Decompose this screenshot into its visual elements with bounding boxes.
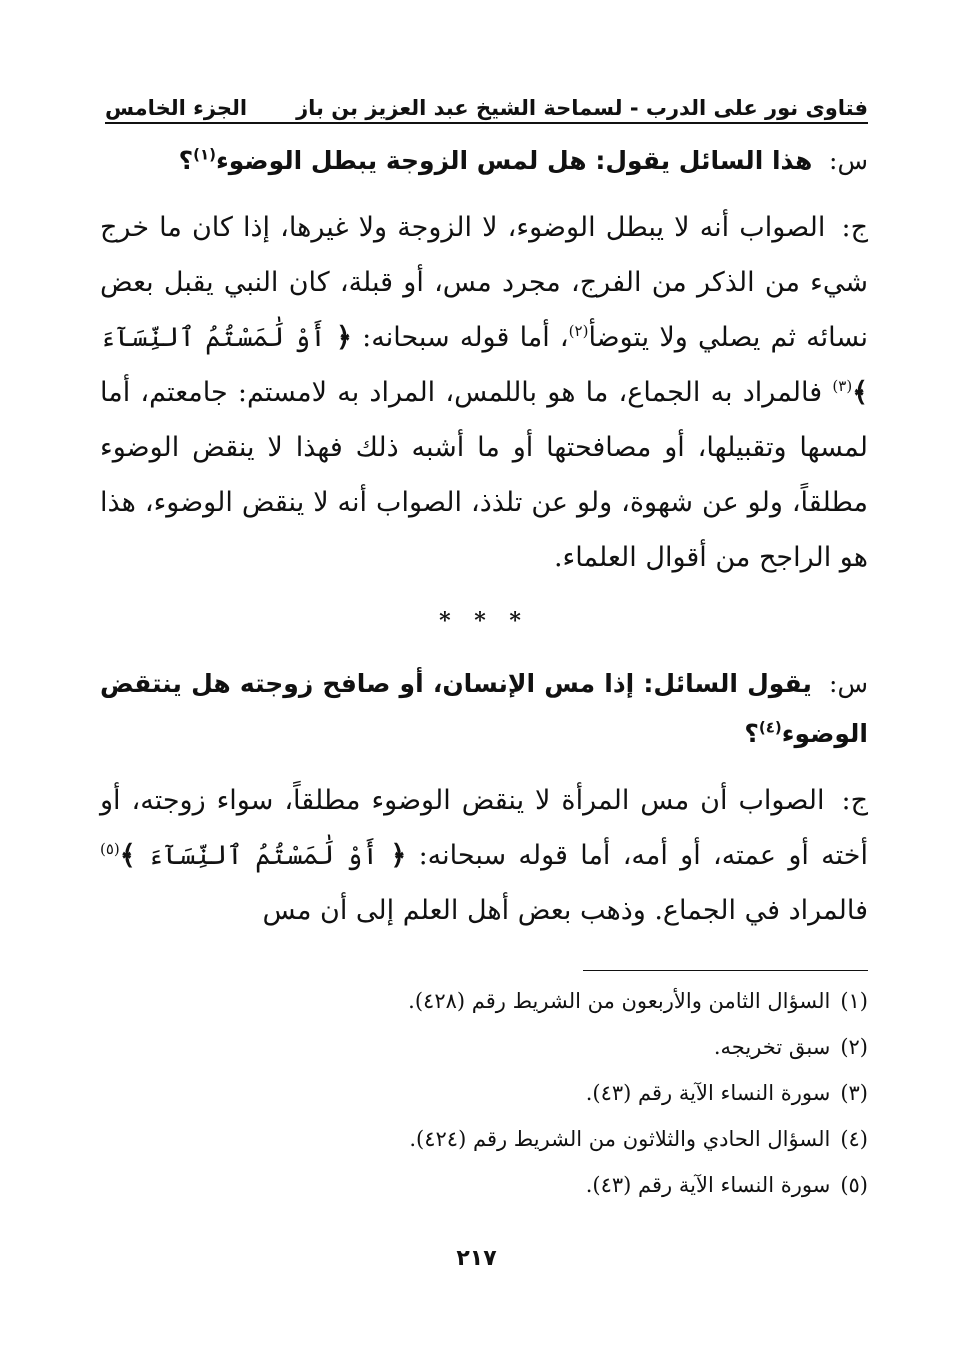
footnote-number: (٢) — [840, 1035, 868, 1059]
section-separator: * * * — [439, 608, 529, 634]
answer-text: الصواب أن مس المرأة لا ينقض الوضوء مطلقاً، سواء زوجته، أو أخته أو عمته، أو أمه، أما قوله سبحانه: — [100, 785, 868, 871]
footnote-text: السؤال الثامن والأربعون من الشريط رقم (٤٢٨). — [408, 989, 831, 1013]
main-content — [100, 136, 868, 938]
question-mark: ؟ — [744, 719, 759, 748]
quran-open-brace: ﴿ — [336, 322, 352, 353]
footnote-item — [300, 1070, 868, 1116]
footnotes — [300, 978, 868, 1208]
question-text: هذا السائل يقول: هل لمس الزوجة يبطل الوضوء — [215, 146, 813, 175]
quran-open-brace: ﴿ — [390, 840, 407, 871]
footnote-ref: (٥) — [100, 840, 120, 858]
question-1 — [100, 136, 868, 186]
footnote-ref: (٤) — [758, 718, 782, 737]
footnote-number: (٣) — [840, 1081, 868, 1105]
footnote-ref: (١) — [193, 145, 216, 164]
page-number: ٢١٧ — [456, 1246, 497, 1271]
question-text: يقول السائل: إذا مس الإنسان، أو صافح زوجته هل ينتقض الوضوء — [100, 669, 868, 748]
quran-verse: أَوْ لَٰمَسْتُمُ ٱلنِّسَآءَ — [100, 322, 326, 353]
footnote-ref: (٣) — [832, 377, 853, 395]
answer-2 — [100, 773, 868, 938]
answer-label: ج: — [841, 212, 868, 243]
footnote-item — [300, 1024, 868, 1070]
answer-1 — [100, 200, 868, 585]
question-label: س: — [829, 669, 868, 698]
question-2 — [100, 659, 868, 759]
answer-text: فالمراد به الجماع، ما هو باللمس، المراد به لامستم: جامعتم، أما لمسها وتقبيلها، أو مصافحتها أو ما أشبه ذلك فهذا لا ينقض الوضوء مطلقاً، ولو عن شهوة، ولو عن تلذذ، الصواب أنه لا ينقض الوضوء، هذا هو الراجح من أقوال العلماء. — [100, 377, 868, 573]
footnote-item — [300, 1116, 868, 1162]
footnote-text: سورة النساء الآية رقم (٤٣). — [585, 1173, 831, 1197]
running-header — [105, 88, 868, 124]
question-label: س: — [829, 146, 868, 175]
answer-text: فالمراد في الجماع. وذهب بعض أهل العلم إلى أن مس — [262, 895, 868, 926]
footnote-item — [300, 1162, 868, 1208]
footnote-divider — [583, 970, 868, 971]
footnote-text: سبق تخريجه. — [713, 1035, 831, 1059]
answer-text: ، أما قوله سبحانه: — [362, 322, 569, 353]
footnote-text: سورة النساء الآية رقم (٤٣). — [585, 1081, 831, 1105]
footnote-number: (٤) — [840, 1127, 868, 1151]
question-mark: ؟ — [178, 146, 194, 175]
footnote-text: السؤال الحادي والثلاثون من الشريط رقم (٤٢٤). — [409, 1127, 831, 1151]
quran-close-brace: ﴾ — [119, 840, 136, 871]
footnote-item — [300, 978, 868, 1024]
header-part: الجزء الخامس — [105, 96, 248, 120]
answer-label: ج: — [841, 785, 868, 816]
header-title: فتاوى نور على الدرب - لسماحة الشيخ عبد العزيز بن باز — [296, 96, 868, 120]
answer-text: الصواب أنه لا يبطل الوضوء، لا الزوجة ولا غيرها، إذا كان ما خرج شيء من الذكر من الفرج، مجرد مس، أو قبلة، كان النبي يقبل بعض نسائه ثم يصلي ولا يتوضأ — [100, 212, 868, 353]
footnote-ref: (٢) — [568, 322, 589, 340]
quran-verse: أَوْ لَٰمَسْتُمُ ٱلنِّسَآءَ — [147, 840, 379, 871]
footnote-number: (١) — [840, 989, 868, 1013]
quran-close-brace: ﴾ — [852, 377, 868, 408]
footnote-number: (٥) — [840, 1173, 868, 1197]
